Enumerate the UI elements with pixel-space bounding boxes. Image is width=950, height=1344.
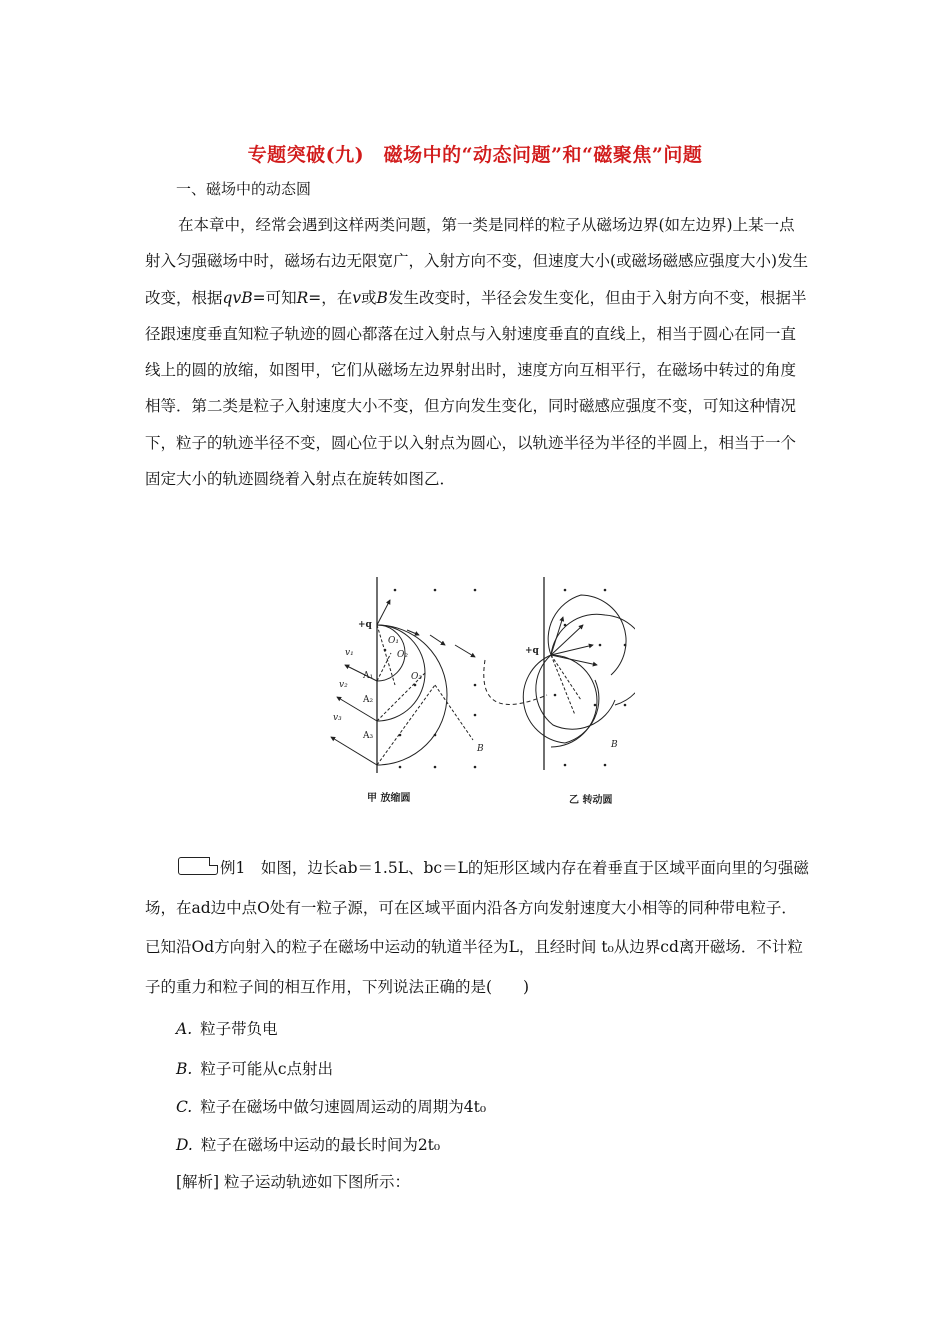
option-a[interactable] bbox=[176, 1017, 278, 1039]
rotating-circle-4 bbox=[536, 655, 615, 729]
labels-right bbox=[525, 646, 618, 806]
connector-dashed-arc bbox=[484, 660, 547, 704]
page-title: 专题突破(九) 磁场中的“动态问题”和“磁聚焦”问题 bbox=[247, 144, 703, 166]
option-text: 粒子可能从c点射出 bbox=[200, 1060, 334, 1078]
option-text: 粒子在磁场中运动的最长时间为2t₀ bbox=[200, 1136, 441, 1154]
section-heading: 一、磁场中的动态圆 bbox=[176, 180, 312, 198]
tangent-arrow-2 bbox=[430, 635, 445, 645]
example-text: 如图，边长ab＝1.5L、bc＝L的矩形区域内存在着垂直于区域平面向里的匀强磁场，在ad边中点O处有一粒子源，可在区域平面内沿各方向发射速度大小相等的同种带电粒子．已知沿Od方向射入的粒子在磁场中运动的轨道半径为L，且经时间 t₀从边界cd离开磁场．不计粒子的重力和粒子间的相互作用，下列说法正确的是( ) bbox=[145, 859, 809, 996]
option-c[interactable] bbox=[176, 1095, 486, 1117]
charge-label-right: +q bbox=[525, 646, 539, 656]
rotating-circle-5 bbox=[523, 655, 599, 743]
field-label-right: B bbox=[611, 740, 618, 750]
option-text: 粒子带负电 bbox=[200, 1020, 278, 1038]
labels-left bbox=[333, 620, 484, 804]
option-letter: C. bbox=[176, 1098, 193, 1116]
tangent-arrow-3 bbox=[455, 645, 475, 657]
option-b[interactable] bbox=[176, 1057, 333, 1079]
option-letter: B. bbox=[176, 1060, 193, 1078]
label-a1: A₁ bbox=[363, 671, 374, 681]
example-label: 例1 bbox=[220, 859, 246, 877]
trajectory-arc-large bbox=[377, 625, 447, 765]
formula-r: R bbox=[296, 288, 309, 307]
var-v: v bbox=[352, 288, 362, 307]
example-block bbox=[145, 849, 810, 1007]
radius-dashed-3 bbox=[377, 685, 435, 765]
figure-right bbox=[523, 577, 635, 770]
charge-label-left: +q bbox=[358, 620, 372, 630]
caption-left: 甲 放缩圆 bbox=[367, 793, 411, 804]
label-a2: A₂ bbox=[363, 695, 374, 705]
option-letter: D. bbox=[176, 1136, 193, 1154]
label-o2: O₂ bbox=[397, 650, 408, 660]
radius-dashed-4 bbox=[435, 685, 473, 740]
label-v1: v₁ bbox=[345, 648, 354, 658]
analysis-line: [解析] 粒子运动轨迹如下图所示： bbox=[176, 1173, 411, 1191]
para-part5: 发生改变时，半径会发生变化，但由于入射方向不变，根据半径跟速度垂直知粒子轨迹的圆心都落在过入射点与入射速度垂直的直线上，相当于圆心在同一直线上的圆的放缩，如图甲，它们从磁场左边界射出时，速度方向互相平行，在磁场中转过的角度相等．第二类是粒子入射速度大小不变，但方向发生变化，同时磁感应强度不变，可知这种情况下，粒子的轨迹半径不变，圆心位于以入射点为圆心，以轨迹半径为半径的半圆上，相当于一个固定大小的轨迹圆绕着入射点在旋转如图乙． bbox=[145, 288, 807, 489]
field-label-left: B bbox=[477, 744, 484, 754]
label-o1: O₁ bbox=[388, 636, 399, 646]
option-text: 粒子在磁场中做匀速圆周运动的周期为4t₀ bbox=[200, 1098, 487, 1116]
label-v3: v₃ bbox=[333, 713, 342, 723]
formula-qvb: qvB bbox=[222, 288, 253, 307]
para-part1: 在本章中，经常会遇到这样两类问题，第一类是同样的粒子从磁场边界(如左边界)上某一点射入匀强磁场中时，磁场右边无限宽广，入射方向不变，但速度大小(或磁场磁感应强度大小)发生改变，根据 bbox=[145, 216, 809, 307]
dynamic-circle-figure bbox=[325, 575, 635, 810]
example-badge-icon bbox=[178, 857, 218, 875]
var-b: B bbox=[376, 288, 388, 307]
intro-paragraph bbox=[145, 207, 810, 497]
option-d[interactable] bbox=[176, 1133, 440, 1155]
label-o3: O₃ bbox=[411, 672, 422, 682]
option-letter: A. bbox=[176, 1020, 193, 1038]
caption-right: 乙 转动圆 bbox=[569, 795, 613, 806]
rotating-circle-1 bbox=[551, 655, 597, 747]
exit-velocity-arrow-3 bbox=[331, 737, 377, 765]
label-a3: A₃ bbox=[363, 731, 374, 741]
entry-velocity-arrow bbox=[377, 600, 390, 625]
para-part3: =，在 bbox=[308, 288, 353, 307]
label-v2: v₂ bbox=[339, 680, 348, 690]
figure-left bbox=[331, 577, 475, 773]
para-part2: =可知 bbox=[252, 288, 297, 307]
para-part4: 或 bbox=[361, 288, 377, 307]
radius-dashed-1 bbox=[377, 653, 391, 681]
